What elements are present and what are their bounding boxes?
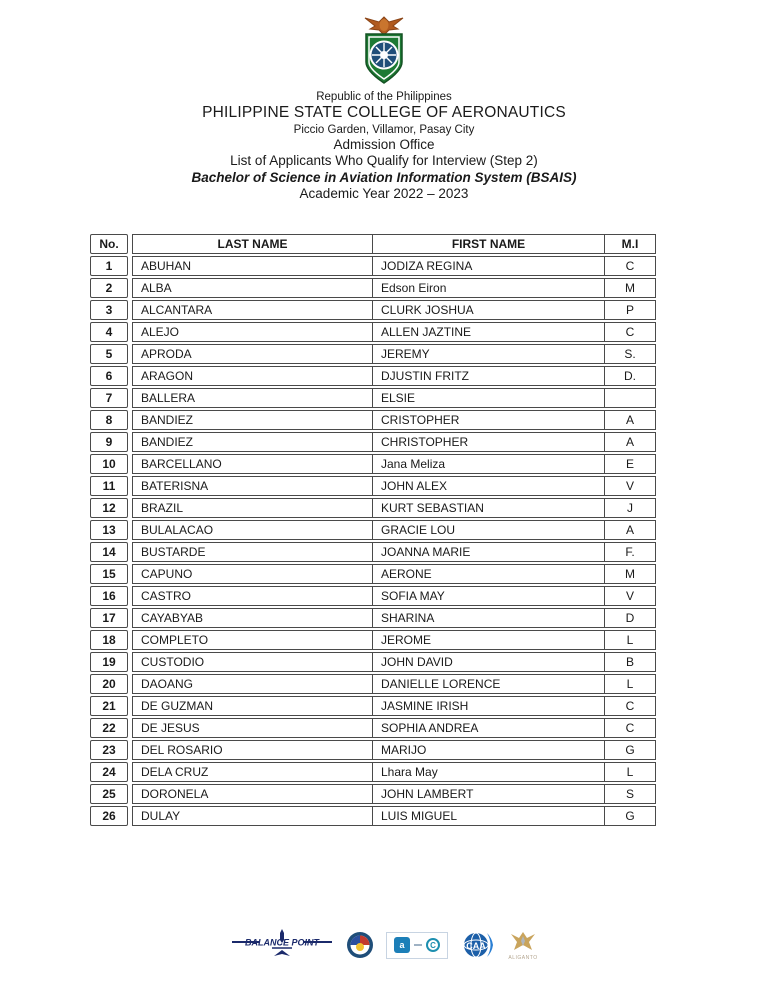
row-number-cell: 14 [90, 542, 128, 562]
first-name-cell: DJUSTIN FRITZ [373, 367, 605, 385]
first-name-cell: JODIZA REGINA [373, 257, 605, 275]
col-header-middle-initial: M.I [621, 237, 639, 251]
table-row [90, 432, 656, 452]
table-row [90, 784, 656, 804]
middle-initial-cell: B [625, 655, 634, 669]
middle-initial-cell: S. [624, 347, 636, 361]
last-name-cell: BATERISNA [133, 477, 373, 495]
first-name-cell: GRACIE LOU [373, 521, 605, 539]
philsca-round-seal-icon [346, 931, 374, 959]
last-name-cell: BULALACAO [133, 521, 373, 539]
row-number-cell: 22 [90, 718, 128, 738]
office-name: Admission Office [333, 136, 435, 152]
middle-initial-cell: G [625, 809, 635, 823]
first-name-cell: SOFIA MAY [373, 587, 605, 605]
middle-initial-cell: G [625, 743, 635, 757]
first-name-cell: JOHN DAVID [373, 653, 605, 671]
table-row [90, 630, 656, 650]
last-name-cell: DULAY [133, 807, 373, 825]
last-name-cell: BALLERA [133, 389, 373, 407]
middle-initial-cell: A [625, 413, 634, 427]
middle-initial-cell: M [625, 281, 635, 295]
row-number-cell: 8 [90, 410, 128, 430]
first-name-cell: JOHN LAMBERT [373, 785, 605, 803]
first-name-cell: KURT SEBASTIAN [373, 499, 605, 517]
college-name: PHILIPPINE STATE COLLEGE OF AERONAUTICS [202, 104, 566, 122]
row-number-cell: 12 [90, 498, 128, 518]
middle-initial-cell: L [626, 633, 634, 647]
row-number-cell: 15 [90, 564, 128, 584]
accreditation-c-icon: C [426, 938, 440, 952]
middle-initial-cell [605, 389, 655, 407]
first-name-cell: DANIELLE LORENCE [373, 675, 605, 693]
row-number-cell: 6 [90, 366, 128, 386]
table-row [90, 674, 656, 694]
middle-initial-cell: F. [625, 545, 635, 559]
table-row [90, 608, 656, 628]
last-name-cell: DE GUZMAN [133, 697, 373, 715]
last-name-cell: DORONELA [133, 785, 373, 803]
last-name-cell: COMPLETO [133, 631, 373, 649]
table-row [90, 366, 656, 386]
row-number-cell: 16 [90, 586, 128, 606]
middle-initial-cell: D [625, 611, 635, 625]
table-row [90, 696, 656, 716]
table-row [90, 762, 656, 782]
philsca-round-seal-logo [346, 931, 374, 959]
middle-initial-cell: C [625, 259, 635, 273]
last-name-cell: ALCANTARA [133, 301, 373, 319]
middle-initial-cell: L [626, 765, 634, 779]
last-name-cell: ARAGON [133, 367, 373, 385]
last-name-cell: BRAZIL [133, 499, 373, 517]
first-name-cell: LUIS MIGUEL [373, 807, 605, 825]
row-number-cell: 11 [90, 476, 128, 496]
last-name-cell: CASTRO [133, 587, 373, 605]
row-number-cell: 13 [90, 520, 128, 540]
balance-point-logo [230, 928, 334, 962]
first-name-cell: Edson Eiron [373, 279, 605, 297]
last-name-cell: BARCELLANO [133, 455, 373, 473]
academic-year: Academic Year 2022 – 2023 [299, 186, 469, 202]
first-name-cell: JEREMY [373, 345, 605, 363]
middle-initial-cell: A [625, 523, 634, 537]
row-number-cell: 1 [90, 256, 128, 276]
caa-logo [460, 930, 496, 960]
caa-label: CAA [466, 941, 486, 951]
middle-initial-cell: D. [624, 369, 636, 383]
last-name-cell: DAOANG [133, 675, 373, 693]
row-number-cell: 25 [90, 784, 128, 804]
first-name-cell: SHARINA [373, 609, 605, 627]
row-number-cell: 17 [90, 608, 128, 628]
last-name-cell: CAPUNO [133, 565, 373, 583]
table-row [90, 322, 656, 342]
row-number-cell: 5 [90, 344, 128, 364]
row-number-cell: 23 [90, 740, 128, 760]
first-name-cell: Jana Meliza [373, 455, 605, 473]
table-row [90, 454, 656, 474]
last-name-cell: APRODA [133, 345, 373, 363]
middle-initial-cell: C [625, 721, 635, 735]
middle-initial-cell: S [625, 787, 634, 801]
first-name-cell: ALLEN JAZTINE [373, 323, 605, 341]
program-name: Bachelor of Science in Aviation Information System (BSAIS) [191, 169, 577, 185]
middle-initial-cell: L [626, 677, 634, 691]
philsca-seal-icon [341, 13, 427, 87]
applicants-table [90, 234, 656, 828]
col-header-last-name: LAST NAME [133, 235, 373, 253]
table-row [90, 388, 656, 408]
row-number-cell: 18 [90, 630, 128, 650]
table-row [90, 652, 656, 672]
table-row [90, 410, 656, 430]
table-row [90, 498, 656, 518]
gold-eagle-icon [508, 930, 538, 954]
table-row [90, 256, 656, 276]
first-name-cell: JASMINE IRISH [373, 697, 605, 715]
middle-initial-cell: V [625, 589, 634, 603]
footer-logos [0, 928, 768, 962]
row-number-cell: 21 [90, 696, 128, 716]
middle-initial-cell: M [625, 567, 635, 581]
row-number-cell: 4 [90, 322, 128, 342]
middle-initial-cell: P [625, 303, 634, 317]
table-row [90, 586, 656, 606]
middle-initial-cell: J [627, 501, 633, 515]
last-name-cell: CAYABYAB [133, 609, 373, 627]
balance-point-label: BALANCE POINT [245, 937, 319, 948]
table-row [90, 740, 656, 760]
first-name-cell: AERONE [373, 565, 605, 583]
document-header [0, 90, 768, 203]
first-name-cell: Lhara May [373, 763, 605, 781]
gold-eagle-logo [508, 930, 538, 961]
table-row [90, 300, 656, 320]
balance-point-plane-icon [230, 928, 334, 962]
table-row [90, 806, 656, 826]
last-name-cell: ABUHAN [133, 257, 373, 275]
first-name-cell: CRISTOPHER [373, 411, 605, 429]
table-row [90, 476, 656, 496]
last-name-cell: DEL ROSARIO [133, 741, 373, 759]
first-name-cell: JOHN ALEX [373, 477, 605, 495]
last-name-cell: DELA CRUZ [133, 763, 373, 781]
middle-initial-cell: C [625, 325, 635, 339]
last-name-cell: ALEJO [133, 323, 373, 341]
col-header-first-name: FIRST NAME [373, 235, 605, 253]
row-number-cell: 7 [90, 388, 128, 408]
row-number-cell: 9 [90, 432, 128, 452]
table-row [90, 278, 656, 298]
first-name-cell: CLURK JOSHUA [373, 301, 605, 319]
middle-initial-cell: V [625, 479, 634, 493]
middle-initial-cell: A [625, 435, 634, 449]
middle-initial-cell: E [625, 457, 634, 471]
last-name-cell: BANDIEZ [133, 433, 373, 451]
first-name-cell: JOANNA MARIE [373, 543, 605, 561]
row-number-cell: 3 [90, 300, 128, 320]
row-number-cell: 2 [90, 278, 128, 298]
last-name-cell: BUSTARDE [133, 543, 373, 561]
table-row [90, 520, 656, 540]
table-row [90, 542, 656, 562]
gold-eagle-caption: ALIGANTO [508, 954, 538, 961]
first-name-cell: SOPHIA ANDREA [373, 719, 605, 737]
middle-initial-cell: C [625, 699, 635, 713]
table-row [90, 564, 656, 584]
caa-globe-icon [460, 930, 496, 960]
first-name-cell: CHRISTOPHER [373, 433, 605, 451]
row-number-cell: 26 [90, 806, 128, 826]
accreditation-a-icon: a [394, 937, 410, 953]
last-name-cell: CUSTODIO [133, 653, 373, 671]
table-row [90, 718, 656, 738]
last-name-cell: BANDIEZ [133, 411, 373, 429]
college-address: Piccio Garden, Villamor, Pasay City [293, 123, 475, 136]
first-name-cell: JEROME [373, 631, 605, 649]
col-header-no: No. [90, 234, 128, 254]
row-number-cell: 24 [90, 762, 128, 782]
accreditation-dash [414, 944, 422, 946]
last-name-cell: ALBA [133, 279, 373, 297]
row-number-cell: 10 [90, 454, 128, 474]
first-name-cell: MARIJO [373, 741, 605, 759]
table-header-row [90, 234, 656, 254]
accreditation-logo [386, 932, 448, 959]
row-number-cell: 19 [90, 652, 128, 672]
first-name-cell: ELSIE [373, 389, 605, 407]
republic-line: Republic of the Philippines [316, 91, 452, 103]
list-title: List of Applicants Who Qualify for Interview (Step 2) [230, 153, 538, 169]
table-row [90, 344, 656, 364]
table-body [90, 256, 656, 826]
row-number-cell: 20 [90, 674, 128, 694]
last-name-cell: DE JESUS [133, 719, 373, 737]
